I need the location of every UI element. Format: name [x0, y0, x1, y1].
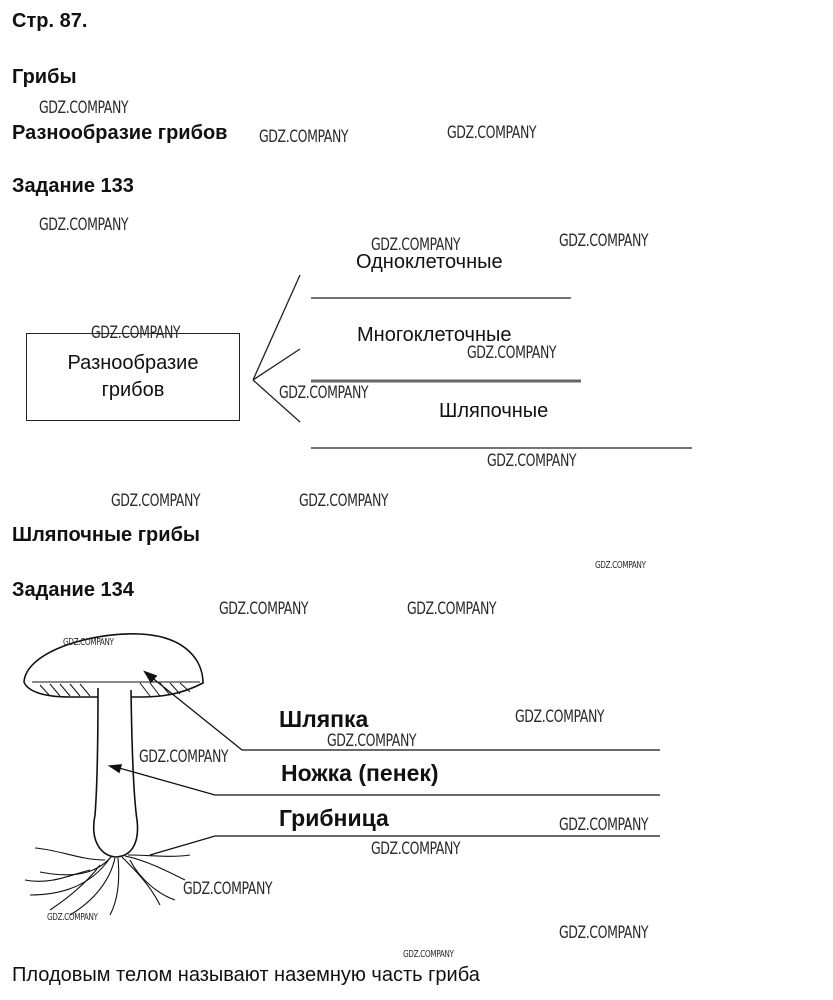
watermark: GDZ.COMPANY: [403, 949, 454, 960]
watermark: GDZ.COMPANY: [259, 127, 349, 147]
diversity-box-line-2: грибов: [101, 379, 165, 401]
watermark: GDZ.COMPANY: [371, 235, 461, 255]
branch-label-cap-fungi: Шляпочные: [439, 400, 549, 422]
task-133-title: Задание 133: [12, 175, 134, 197]
watermark: GDZ.COMPANY: [63, 637, 114, 648]
branch-label-unicellular: Одноклеточные: [356, 251, 503, 273]
task-134-title: Задание 134: [12, 579, 134, 601]
watermark: GDZ.COMPANY: [515, 707, 605, 727]
watermark: GDZ.COMPANY: [39, 215, 129, 235]
watermark: GDZ.COMPANY: [183, 879, 273, 899]
watermark: GDZ.COMPANY: [299, 491, 389, 511]
watermark: GDZ.COMPANY: [559, 923, 649, 943]
watermark: GDZ.COMPANY: [47, 912, 98, 923]
watermark: GDZ.COMPANY: [279, 383, 369, 403]
part-label-mycelium: Грибница: [279, 805, 389, 831]
watermark: GDZ.COMPANY: [39, 98, 129, 118]
watermark: GDZ.COMPANY: [447, 123, 537, 143]
part-label-stem: Ножка (пенек): [281, 760, 439, 786]
watermark: GDZ.COMPANY: [595, 560, 646, 571]
watermark: GDZ.COMPANY: [139, 747, 229, 767]
watermark: GDZ.COMPANY: [371, 839, 461, 859]
diversity-box-line-1: Разнообразие: [67, 352, 199, 374]
page-number: Стр. 87.: [12, 10, 88, 32]
watermark: GDZ.COMPANY: [327, 731, 417, 751]
section-title: Грибы: [12, 66, 77, 88]
cap-fungi-title: Шляпочные грибы: [12, 524, 200, 546]
part-label-cap: Шляпка: [279, 706, 369, 732]
watermark: GDZ.COMPANY: [219, 599, 309, 619]
watermark: GDZ.COMPANY: [559, 815, 649, 835]
watermark: GDZ.COMPANY: [407, 599, 497, 619]
watermark: GDZ.COMPANY: [91, 323, 181, 343]
watermark: GDZ.COMPANY: [487, 451, 577, 471]
watermark: GDZ.COMPANY: [559, 231, 649, 251]
branch-label-multicellular: Многоклеточные: [357, 324, 512, 346]
conclusion-text: Плодовым телом называют наземную часть гриба: [12, 964, 480, 986]
watermark: GDZ.COMPANY: [467, 343, 557, 363]
subsection-title: Разнообразие грибов: [12, 122, 228, 144]
watermark: GDZ.COMPANY: [111, 491, 201, 511]
